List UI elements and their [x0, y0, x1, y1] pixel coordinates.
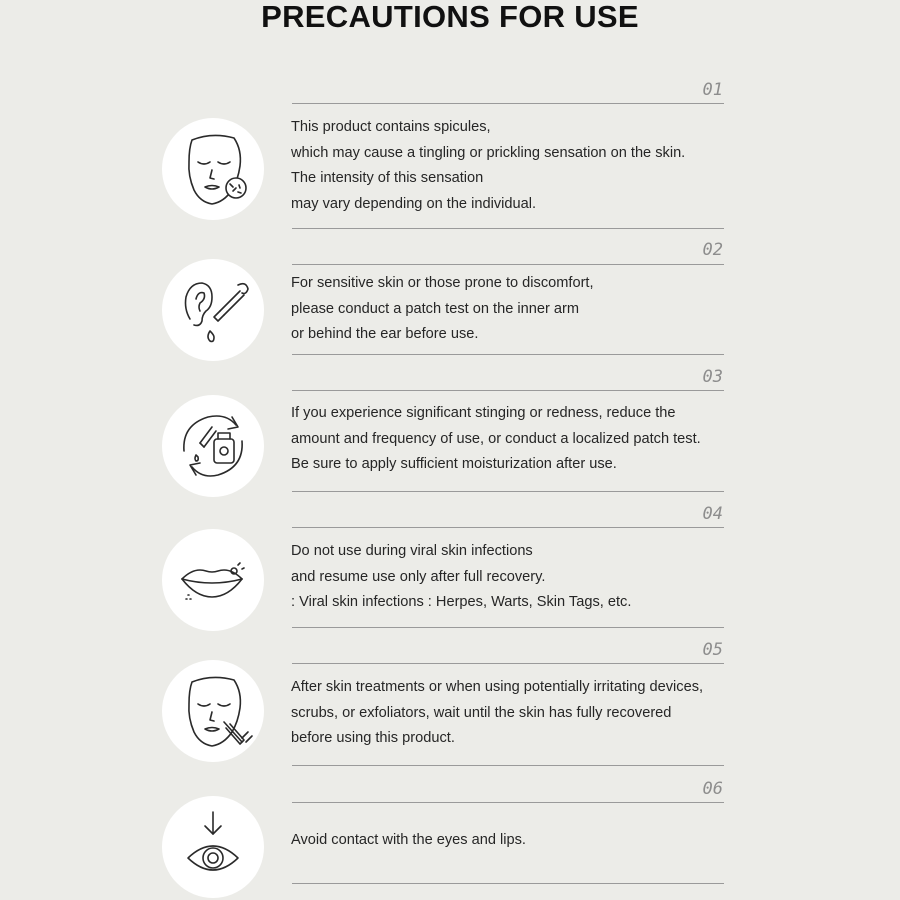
item-number: 03	[702, 367, 723, 387]
divider	[292, 765, 724, 766]
item-text-line: which may cause a tingling or prickling sensation on the skin.	[291, 144, 686, 161]
item-number: 01	[702, 80, 723, 100]
eye-warning-icon	[162, 796, 264, 898]
divider	[292, 264, 724, 265]
page-title: PRECAUTIONS FOR USE	[261, 0, 639, 34]
item-text-line: before using this product.	[291, 730, 455, 746]
divider	[292, 354, 724, 355]
item-text-line: After skin treatments or when using potentially irritating devices,	[291, 679, 704, 695]
item-number: 04	[702, 504, 723, 524]
divider	[292, 390, 724, 391]
item-number: 06	[702, 779, 723, 799]
divider	[292, 491, 724, 492]
item-text-line: amount and frequency of use, or conduct a localized patch test.	[291, 430, 701, 447]
item-text-line: The intensity of this sensation	[291, 170, 484, 186]
item-text-line: If you experience significant stinging or redness, reduce the	[291, 405, 676, 421]
item-text-line: may vary depending on the individual.	[291, 195, 537, 212]
ear-dropper-icon	[162, 259, 264, 361]
divider	[292, 103, 724, 104]
item-number: 02	[702, 240, 723, 260]
face-tingling-icon	[162, 118, 264, 220]
item-text-line: or behind the ear before use.	[291, 326, 479, 342]
divider	[292, 802, 724, 803]
divider	[292, 663, 724, 664]
item-text-line: : Viral skin infections : Herpes, Warts, Skin Tags, etc.	[291, 594, 632, 610]
item-text-line: Be sure to apply sufficient moisturization after use.	[291, 456, 617, 472]
item-text-line: scrubs, or exfoliators, wait until the skin has fully recovered	[291, 704, 672, 721]
divider	[292, 883, 724, 884]
item-text-line: For sensitive skin or those prone to discomfort,	[291, 275, 594, 291]
item-text-line: and resume use only after full recovery.	[291, 568, 546, 585]
item-text-line: This product contains spicules,	[291, 119, 491, 135]
item-number: 05	[702, 640, 723, 660]
divider	[292, 627, 724, 628]
divider	[292, 527, 724, 528]
item-text-line: please conduct a patch test on the inner arm	[291, 300, 579, 317]
serum-bottle-cycle-icon	[162, 395, 264, 497]
face-injection-icon	[162, 660, 264, 762]
lips-icon	[162, 529, 264, 631]
item-text-line: Avoid contact with the eyes and lips.	[291, 832, 526, 848]
item-text-line: Do not use during viral skin infections	[291, 543, 533, 559]
divider	[292, 228, 724, 229]
